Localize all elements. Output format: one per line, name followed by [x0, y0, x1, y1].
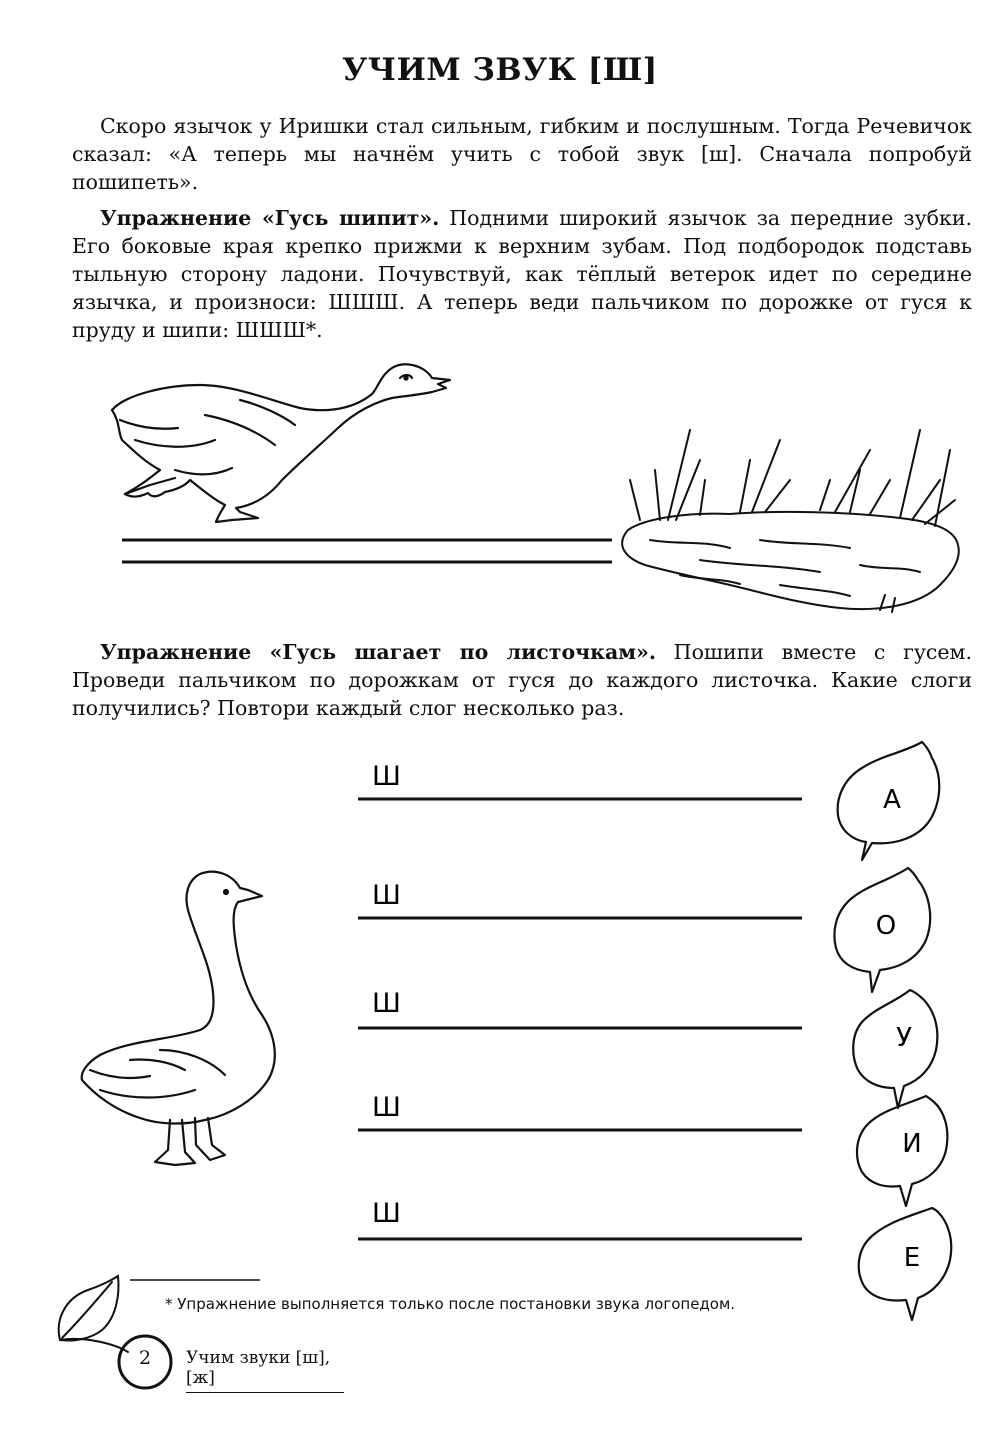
running-goose-illustration	[112, 364, 450, 522]
consonant-label: Ш	[372, 761, 401, 792]
vowel-label: У	[896, 1023, 912, 1053]
standing-goose-illustration	[82, 872, 275, 1165]
page-title: УЧИМ ЗВУК [Ш]	[342, 52, 658, 88]
exercise-1-text: Подними широкий язычок за передние зубки. Его боковые края крепко прижми к верхним зубам. Под подбородок подставь тыльную сторону ладони. Почувствуй, как тёплый ветерок идет по середине язычка, и произноси: ШШШ. А теперь веди пальчиком по дорожке от гуся к пруду и шипи: ШШШ*.	[72, 206, 972, 342]
consonant-label: Ш	[372, 1198, 401, 1229]
intro-paragraph: Скоро язычок у Иришки стал сильным, гибким и послушным. Тогда Речевичок сказал: «А теперь мы начнём учить с тобой звук [ш]. Сначала попробуй пошипеть».	[72, 114, 972, 194]
page-number: 2	[138, 1347, 152, 1369]
footer-leaf-icon	[59, 1276, 171, 1388]
vowel-label: И	[902, 1129, 922, 1159]
exercise-2-name: Упражнение «Гусь шагает по листочкам».	[100, 640, 656, 664]
exercise-2-text: Пошипи вместе с гусем. Проведи пальчиком по дорожкам от гуся до каждого листочка. Какие слоги получились? Повтори каждый слог несколько раз.	[72, 640, 972, 720]
consonant-label: Ш	[372, 988, 401, 1019]
vowel-label: А	[883, 785, 901, 815]
exercise-1-name: Упражнение «Гусь шипит».	[100, 206, 440, 230]
syllable-rows	[358, 761, 802, 1239]
pond-illustration	[622, 430, 959, 612]
running-title: Учим звуки [ш], [ж]	[186, 1348, 344, 1393]
consonant-label: Ш	[372, 880, 401, 911]
consonant-label: Ш	[372, 1092, 401, 1123]
footnote: * Упражнение выполняется только после постановки звука логопедом.	[165, 1295, 736, 1313]
vowel-label: Е	[903, 1243, 921, 1273]
vowel-label: О	[875, 911, 897, 941]
